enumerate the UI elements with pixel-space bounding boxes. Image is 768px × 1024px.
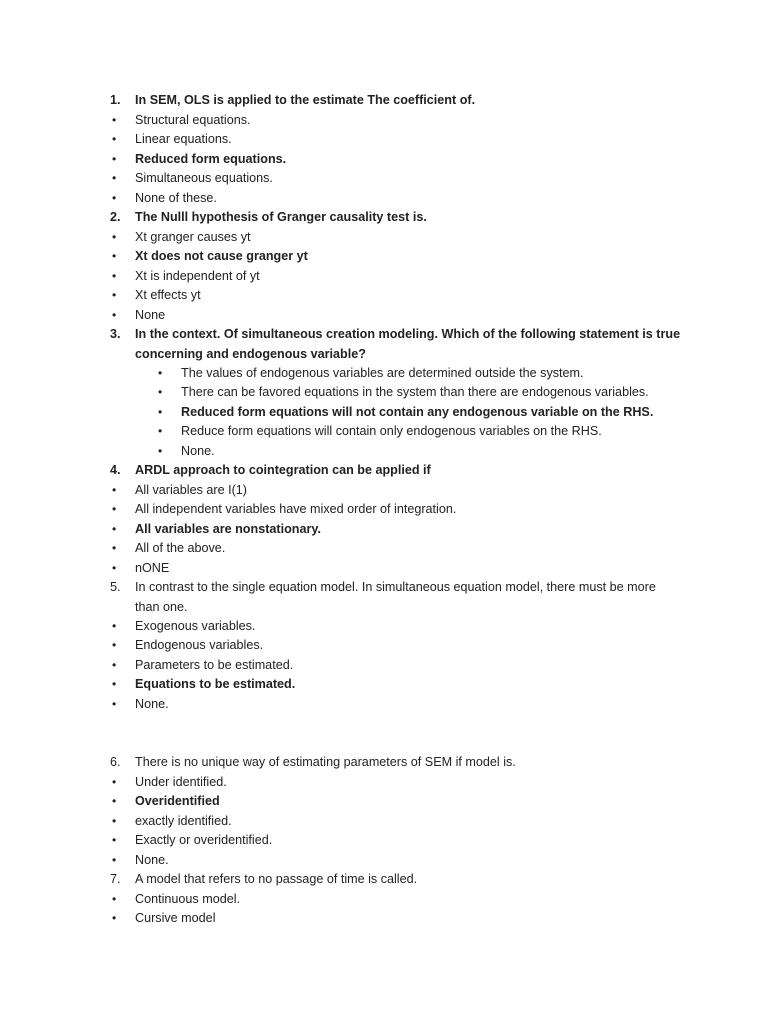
option-text: Continuous model. (135, 891, 241, 906)
option-text: Parameters to be estimated. (135, 657, 294, 672)
option-line (0, 500, 768, 520)
option-text: None of these. (135, 190, 217, 205)
question-number: 2. (110, 210, 121, 224)
question-text: ARDL approach to cointegration can be applied if (135, 463, 431, 477)
option-line (0, 909, 768, 929)
question-line (0, 208, 768, 228)
option-line (0, 267, 768, 287)
option-text: Endogenous variables. (135, 638, 264, 652)
option-text: nONE (135, 560, 170, 575)
question-text: than one. (135, 599, 188, 614)
option-line (0, 851, 768, 871)
bullet-icon: • (112, 112, 117, 127)
option-line (0, 675, 768, 695)
option-text: All independent variables have mixed order of integration. (135, 502, 457, 516)
bullet-icon: • (112, 696, 117, 711)
option-line (0, 773, 768, 793)
bullet-icon: • (112, 151, 117, 166)
question-text: The Nulll hypothesis of Granger causality test is. (135, 210, 427, 224)
option-line (0, 539, 768, 559)
question-continuation-line (0, 598, 768, 617)
option-text: Exogenous variables. (135, 618, 256, 633)
option-text: None. (181, 443, 215, 458)
bullet-icon: • (158, 385, 163, 399)
bullet-icon: • (112, 502, 117, 516)
option-line (0, 831, 768, 851)
bullet-icon: • (158, 443, 163, 458)
option-text: Xt effects yt (135, 288, 201, 302)
option-line (0, 520, 768, 540)
bullet-icon: • (112, 482, 117, 497)
sub-option-line (0, 422, 768, 442)
bullet-icon: • (158, 424, 163, 438)
bullet-icon: • (158, 404, 163, 419)
bullet-icon: • (112, 911, 117, 925)
bullet-icon: • (112, 132, 117, 146)
option-line (0, 150, 768, 170)
option-text: Reduced form equations will not contain any endogenous variable on the RHS. (181, 404, 654, 419)
bullet-icon: • (112, 774, 117, 789)
option-line (0, 286, 768, 306)
bullet-icon: • (158, 365, 163, 380)
bullet-icon: • (112, 307, 117, 322)
option-text: All of the above. (135, 541, 226, 555)
option-text: Cursive model (135, 911, 216, 925)
question-number: 7. (110, 872, 121, 886)
option-line (0, 111, 768, 131)
question-number: 6. (110, 755, 121, 769)
question-list (0, 91, 768, 929)
option-text: Exactly or overidentified. (135, 833, 273, 847)
question-number: 4. (110, 463, 121, 477)
sub-option-line (0, 442, 768, 462)
bullet-icon: • (112, 288, 117, 302)
question-text: A model that refers to no passage of time is called. (135, 872, 418, 886)
bullet-icon: • (112, 560, 117, 575)
bullet-icon: • (112, 229, 117, 244)
sub-option-line (0, 364, 768, 384)
question-line (0, 461, 768, 481)
option-text: Xt granger causes yt (135, 229, 251, 244)
option-text: The values of endogenous variables are determined outside the system. (181, 365, 584, 380)
option-line (0, 306, 768, 326)
question-line (0, 325, 768, 345)
bullet-icon: • (112, 171, 117, 185)
option-text: Reduced form equations. (135, 151, 287, 166)
bullet-icon: • (112, 268, 117, 283)
bullet-icon: • (112, 521, 117, 536)
question-line (0, 578, 768, 598)
bullet-icon: • (112, 891, 117, 906)
option-text: Linear equations. (135, 132, 232, 146)
question-line (0, 753, 768, 773)
option-text: Structural equations. (135, 112, 251, 127)
bullet-icon: • (112, 794, 117, 808)
option-text: None (135, 307, 166, 322)
option-text: There can be favored equations in the system than there are endogenous variables. (181, 385, 649, 399)
sub-option-line (0, 403, 768, 423)
option-line (0, 617, 768, 637)
option-text: Simultaneous equations. (135, 171, 273, 185)
bullet-icon: • (112, 852, 117, 867)
option-line (0, 636, 768, 656)
bullet-icon: • (112, 249, 117, 263)
option-line (0, 792, 768, 812)
question-number: 3. (110, 327, 121, 341)
option-text: Equations to be estimated. (135, 677, 296, 691)
option-line (0, 890, 768, 910)
option-text: Overidentified (135, 794, 220, 808)
question-line (0, 870, 768, 890)
option-line (0, 169, 768, 189)
question-text: In contrast to the single equation model. In simultaneous equation model, there must be more (135, 580, 656, 594)
question-number: 1. (110, 93, 121, 107)
bullet-icon: • (112, 541, 117, 555)
option-line (0, 695, 768, 715)
question-text: There is no unique way of estimating parameters of SEM if model is. (135, 755, 516, 769)
bullet-icon: • (112, 618, 117, 633)
question-text: concerning and endogenous variable? (135, 346, 366, 361)
option-line (0, 130, 768, 150)
option-text: Under identified. (135, 774, 227, 789)
option-line (0, 247, 768, 267)
section-gap (0, 714, 768, 753)
question-text: In SEM, OLS is applied to the estimate The coefficient of. (135, 93, 476, 107)
option-text: None. (135, 696, 169, 711)
bullet-icon: • (112, 677, 117, 691)
option-text: All variables are I(1) (135, 482, 247, 497)
bullet-icon: • (112, 190, 117, 205)
option-line (0, 656, 768, 676)
option-text: None. (135, 852, 169, 867)
bullet-icon: • (112, 833, 117, 847)
option-text: Xt does not cause granger yt (135, 249, 308, 263)
bullet-icon: • (112, 638, 117, 652)
option-line (0, 189, 768, 209)
question-continuation-line (0, 345, 768, 364)
question-line (0, 91, 768, 111)
option-text: Xt is independent of yt (135, 268, 260, 283)
option-text: exactly identified. (135, 813, 232, 828)
option-text: Reduce form equations will contain only endogenous variables on the RHS. (181, 424, 602, 438)
option-line (0, 481, 768, 501)
question-number: 5. (110, 580, 121, 594)
option-line (0, 812, 768, 832)
option-line (0, 559, 768, 579)
option-line (0, 228, 768, 248)
bullet-icon: • (112, 657, 117, 672)
bullet-icon: • (112, 813, 117, 828)
option-text: All variables are nonstationary. (135, 521, 321, 536)
sub-option-line (0, 383, 768, 403)
question-text: In the context. Of simultaneous creation modeling. Which of the following statement is true (135, 327, 681, 341)
